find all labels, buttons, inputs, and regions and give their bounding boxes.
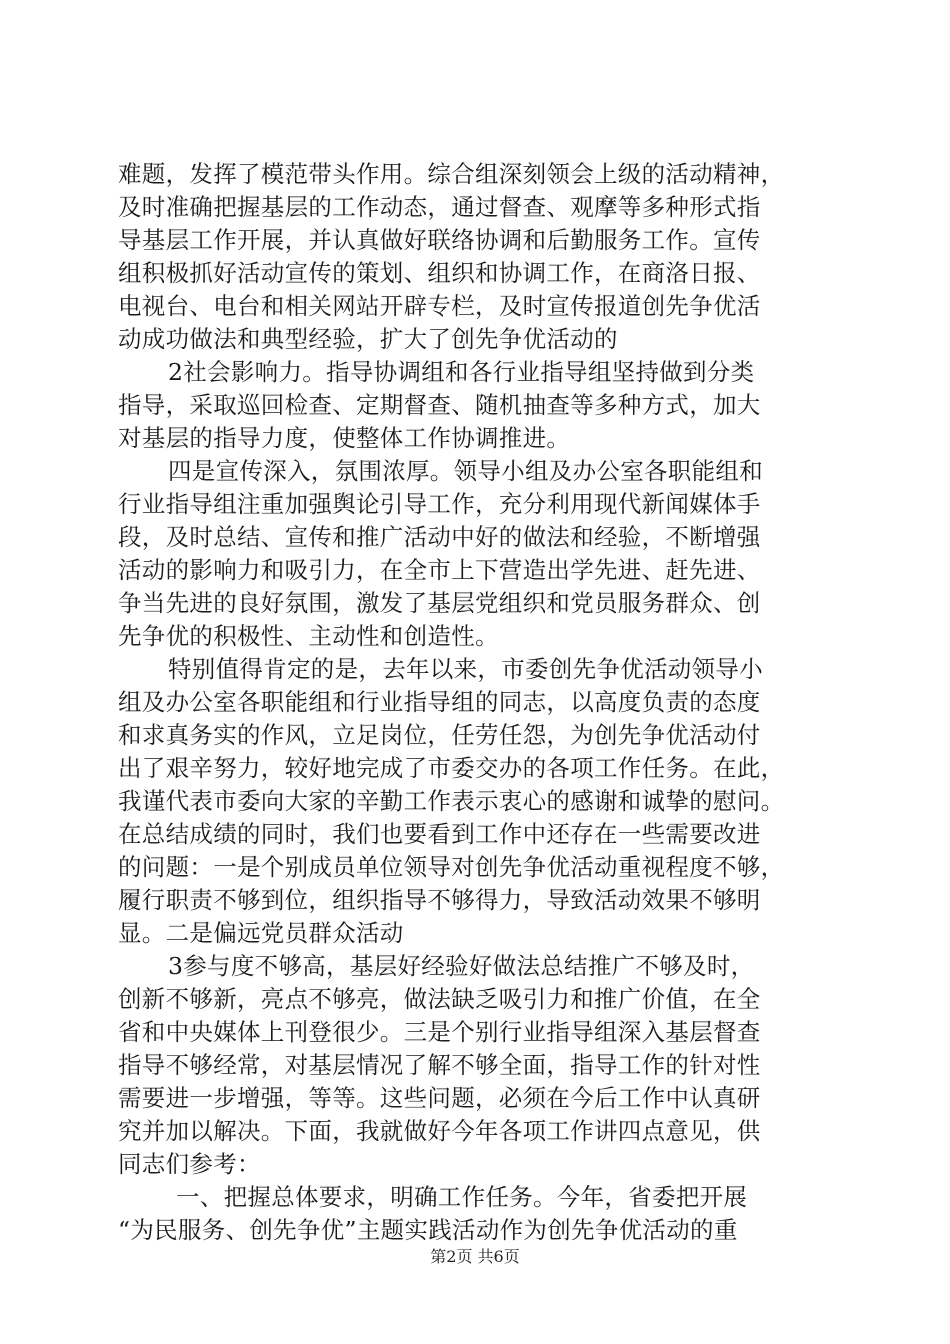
text-line: 导基层工作开展，并认真做好联络协调和后勤服务工作。宣传 (118, 226, 761, 254)
text-line: 和求真务实的作风，立足岗位，任劳任怨，为创先争优活动付 (118, 721, 761, 749)
text-line: 2社会影响力。指导协调组和各行业指导组坚持做到分类 (168, 358, 755, 386)
text-line: 特别值得肯定的是，去年以来，市委创先争优活动领导小 (168, 655, 763, 683)
text-line: 组积极抓好活动宣传的策划、组织和协调工作，在商洛日报、 (118, 259, 761, 287)
text-line: 难题，发挥了模范带头作用。综合组深刻领会上级的活动精神， (118, 160, 785, 188)
document-body (118, 158, 838, 1247)
text-line: 的问题：一是个别成员单位领导对创先争优活动重视程度不够， (118, 853, 785, 881)
text-line: 活动的影响力和吸引力，在全市上下营造出学先进、赶先进、 (118, 556, 761, 584)
text-line: 一、把握总体要求，明确工作任务。今年，省委把开展 (176, 1183, 748, 1211)
page-number: 第2页 共6页 (430, 1247, 520, 1266)
text-line: 组及办公室各职能组和行业指导组的同志，以高度负责的态度 (118, 688, 761, 716)
text-line: 四是宣传深入，氛围浓厚。领导小组及办公室各职能组和 (168, 457, 763, 485)
text-line: “为民服务、创先争优”主题实践活动作为创先争优活动的重 (118, 1216, 738, 1244)
text-line: 及时准确把握基层的工作动态，通过督查、观摩等多种形式指 (118, 193, 761, 221)
text-line: 需要进一步增强，等等。这些问题，必须在今后工作中认真研 (118, 1084, 761, 1112)
text-line: 动成功做法和典型经验，扩大了创先争优活动的 (118, 325, 618, 353)
text-line: 我谨代表市委向大家的辛勤工作表示衷心的感谢和诚挚的慰问。 (118, 787, 785, 815)
text-line: 显。二是偏远党员群众活动 (118, 919, 404, 947)
text-line: 同志们参考： (118, 1150, 261, 1178)
text-line: 创新不够新，亮点不够亮，做法缺乏吸引力和推广价值，在全 (118, 985, 761, 1013)
text-line: 在总结成绩的同时，我们也要看到工作中还存在一些需要改进 (118, 820, 761, 848)
text-line: 履行职责不够到位，组织指导不够得力，导致活动效果不够明 (118, 886, 761, 914)
text-line: 省和中央媒体上刊登很少。三是个别行业指导组深入基层督查 (118, 1018, 761, 1046)
text-line: 指导，采取巡回检查、定期督查、随机抽查等多种方式，加大 (118, 391, 761, 419)
text-line: 究并加以解决。下面，我就做好今年各项工作讲四点意见，供 (118, 1117, 761, 1145)
text-line: 先争优的积极性、主动性和创造性。 (118, 622, 499, 650)
text-line: 电视台、电台和相关网站开辟专栏，及时宣传报道创先争优活 (118, 292, 761, 320)
text-line: 指导不够经常，对基层情况了解不够全面，指导工作的针对性 (118, 1051, 761, 1079)
text-line: 行业指导组注重加强舆论引导工作，充分利用现代新闻媒体手 (118, 490, 761, 518)
text-line: 段，及时总结、宣传和推广活动中好的做法和经验，不断增强 (118, 523, 761, 551)
text-line: 出了艰辛努力，较好地完成了市委交办的各项工作任务。在此， (118, 754, 785, 782)
text-line: 对基层的指导力度，使整体工作协调推进。 (118, 424, 571, 452)
text-line: 争当先进的良好氛围，激发了基层党组织和党员服务群众、创 (118, 589, 761, 617)
text-line: 3参与度不够高，基层好经验好做法总结推广不够及时， (168, 952, 755, 980)
